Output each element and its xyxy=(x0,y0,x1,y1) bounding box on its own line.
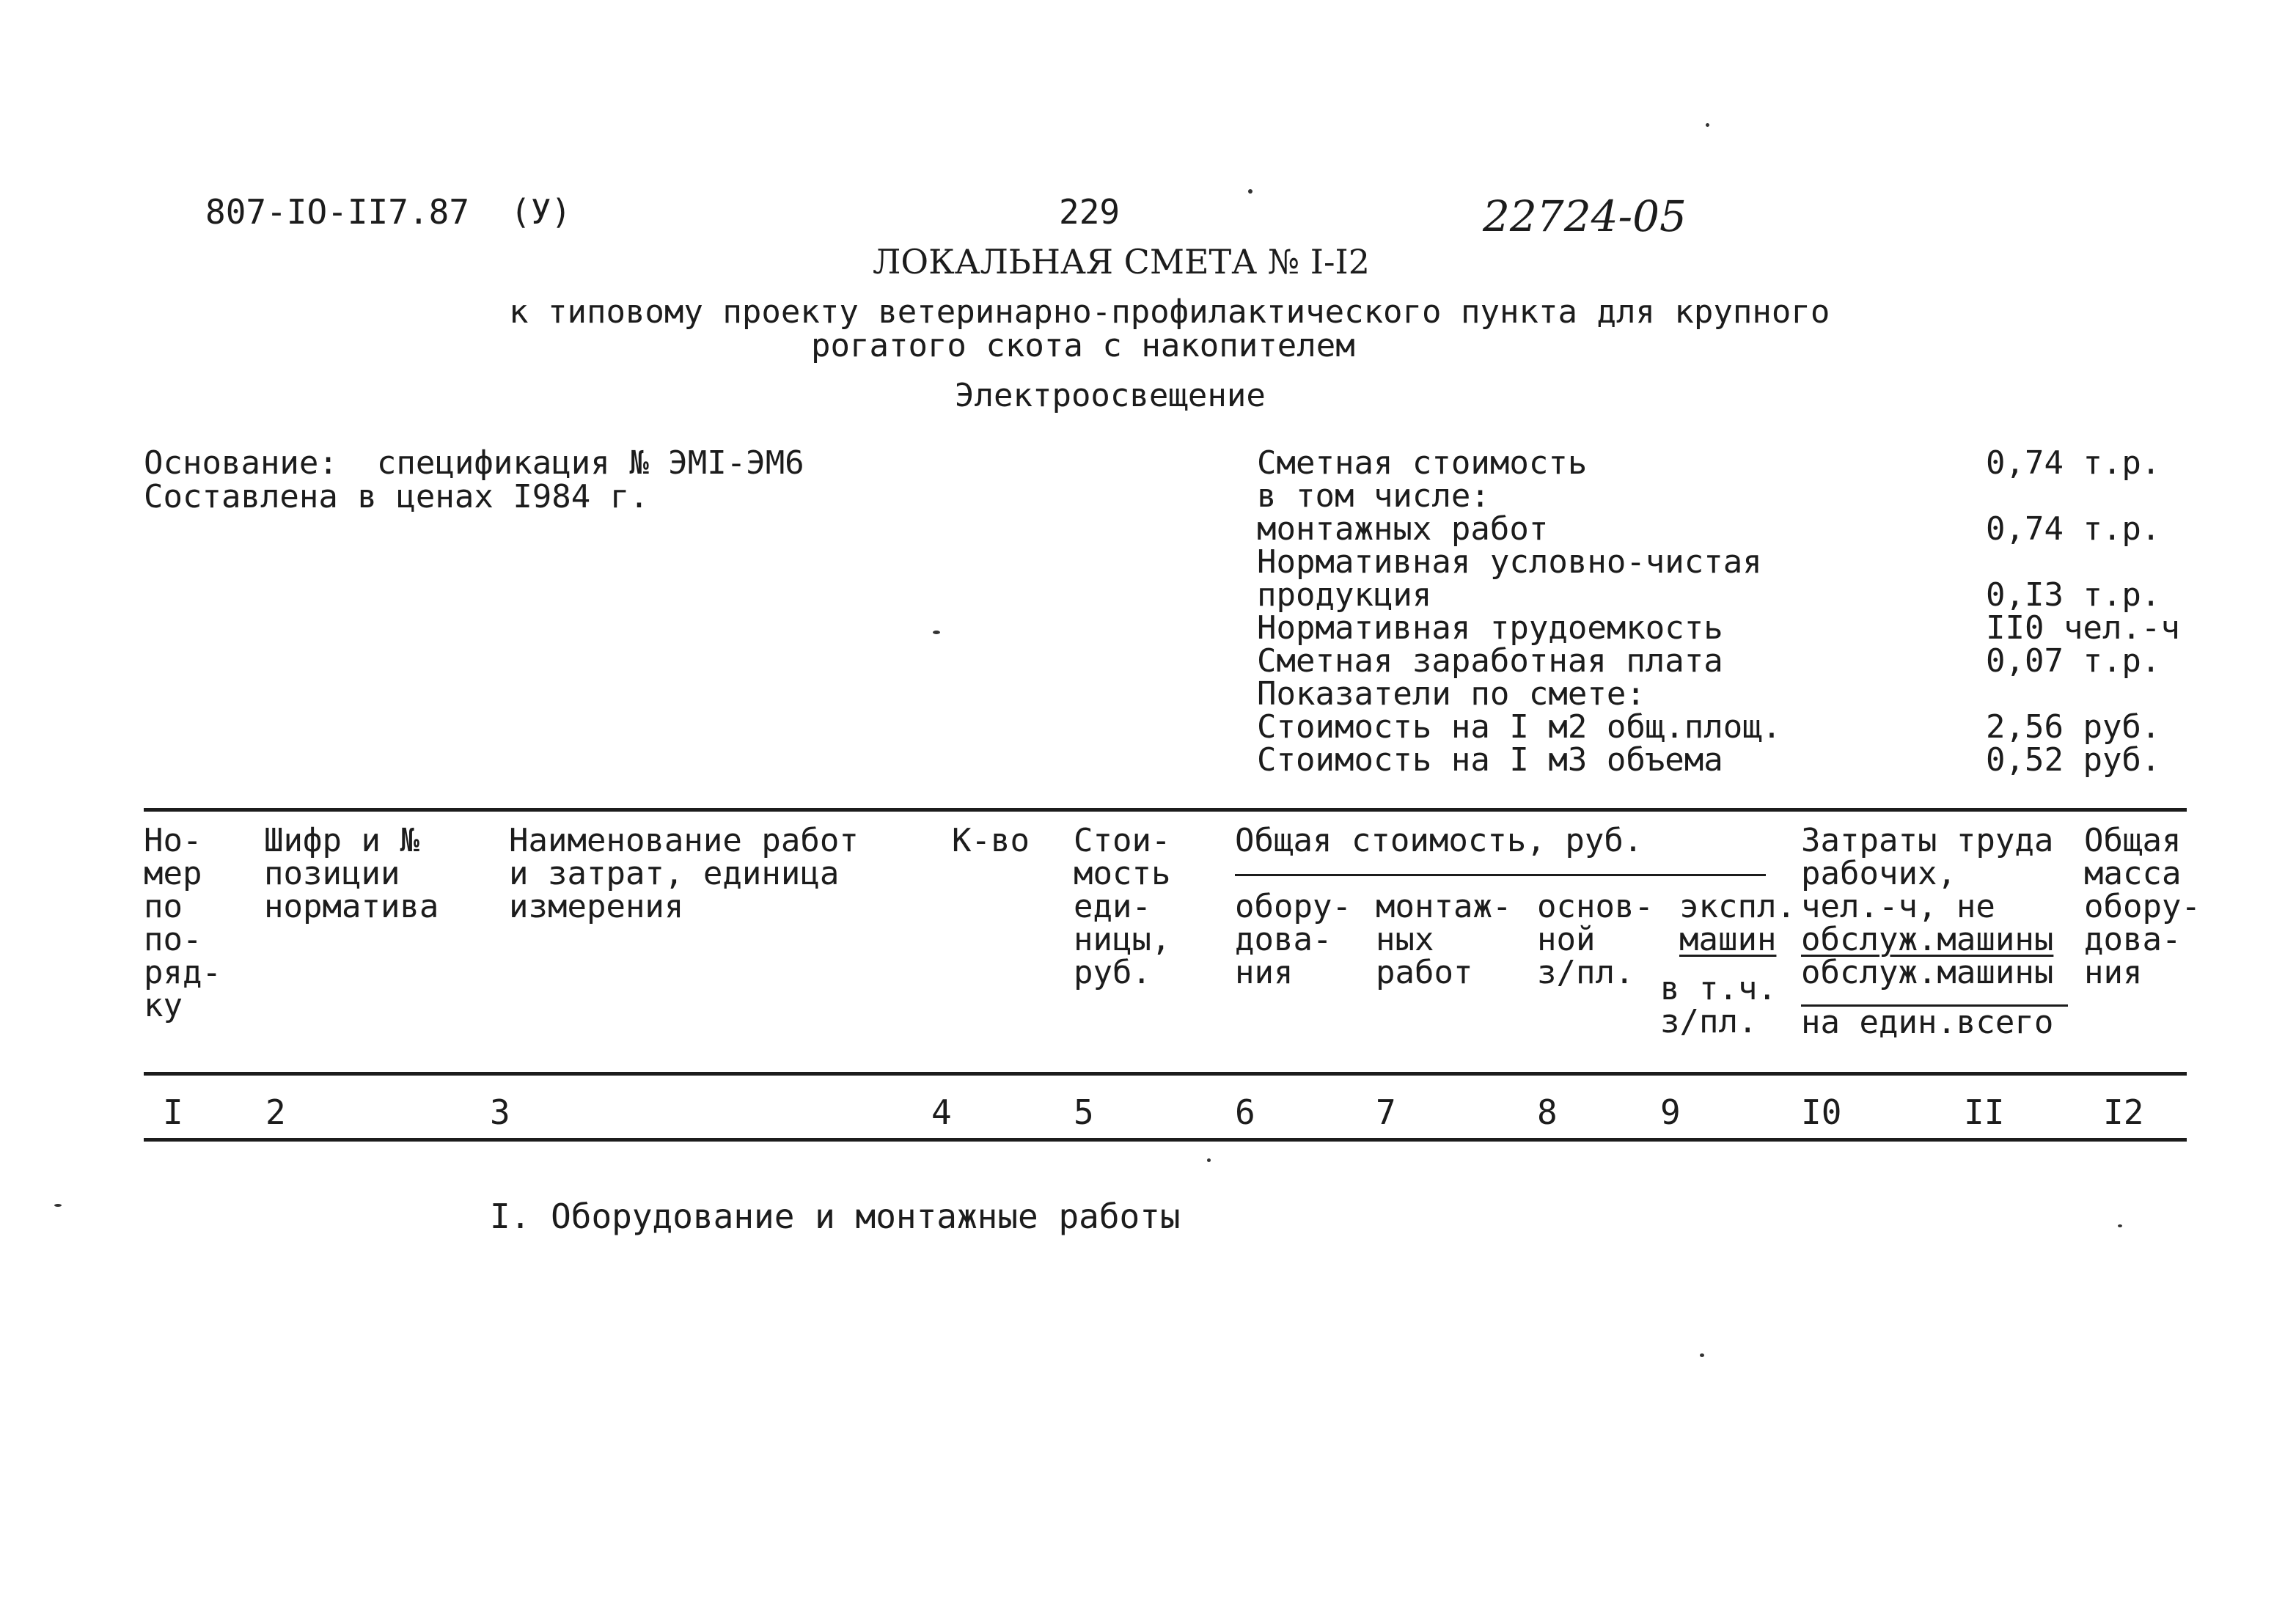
column-group-labor-line-2: рабочих, xyxy=(1801,855,1956,892)
column-header-unit-cost: Стои- мость еди- ницы, руб. xyxy=(1074,822,1171,991)
column-header-machine-operation: экспл. xyxy=(1679,888,1796,925)
document-title: ЛОКАЛЬНАЯ СМЕТА № I-I2 xyxy=(873,242,1370,282)
column-header-installation: монтаж- ных работ xyxy=(1376,888,1512,991)
summary-label: Показатели по смете: xyxy=(1257,675,1646,713)
summary-value: 0,52 руб. xyxy=(1986,741,2161,779)
scan-speck xyxy=(1248,189,1252,194)
column-number: 9 xyxy=(1660,1092,1681,1132)
column-header-incl-salary: в т.ч. з/пл. xyxy=(1660,970,1777,1040)
section-name: Электроосвещение xyxy=(955,377,1266,414)
column-header-machines: машин xyxy=(1679,921,1777,958)
summary-label: Сметная стоимость xyxy=(1257,444,1588,482)
summary-label: Нормативная трудоемкость xyxy=(1257,609,1723,647)
summary-value: 0,I3 т.р. xyxy=(1986,576,2161,614)
column-number: I0 xyxy=(1801,1092,1842,1132)
column-number: 4 xyxy=(931,1092,952,1132)
subtitle-line-1: к типовому проекту ветеринарно-профилактического пункта для крупного xyxy=(509,293,1830,331)
column-number: 6 xyxy=(1235,1092,1255,1132)
summary-label: продукция xyxy=(1257,576,1432,614)
summary-value: II0 чел.-ч xyxy=(1986,609,2180,647)
column-number: I2 xyxy=(2103,1092,2144,1132)
column-header-base-salary: основ- ной з/пл. xyxy=(1537,888,1654,991)
summary-value: 0,07 т.р. xyxy=(1986,642,2161,680)
column-number: 8 xyxy=(1537,1092,1558,1132)
scan-speck xyxy=(1706,123,1709,127)
column-number: 7 xyxy=(1376,1092,1396,1132)
column-header-equipment: обору- дова- ния xyxy=(1235,888,1351,991)
column-number: I xyxy=(163,1092,183,1132)
column-number: II xyxy=(1964,1092,2005,1132)
column-number: 3 xyxy=(490,1092,510,1132)
scan-speck xyxy=(2118,1224,2122,1227)
summary-label: монтажных работ xyxy=(1257,510,1549,548)
section-heading: I. Оборудование и монтажные работы xyxy=(490,1197,1181,1236)
scan-speck xyxy=(1207,1158,1211,1162)
basis-price-year: Составлена в ценах I984 г. xyxy=(144,478,649,515)
column-header-labor-serving: обслуж.машины xyxy=(1801,954,2054,991)
basis-specification: Основание: спецификация № ЭМI-ЭМ6 xyxy=(144,444,804,482)
total-cost-group-rule xyxy=(1235,874,1766,876)
column-header-code: Шифр и № позиции норматива xyxy=(264,822,439,925)
summary-label: Нормативная условно-чистая xyxy=(1257,543,1762,581)
summary-label: Сметная заработная плата xyxy=(1257,642,1723,680)
column-header-quantity: К-во xyxy=(952,822,1030,859)
column-number: 5 xyxy=(1074,1092,1094,1132)
summary-value: 2,56 руб. xyxy=(1986,708,2161,746)
column-group-total-cost: Общая стоимость, руб. xyxy=(1235,822,1643,859)
scan-speck xyxy=(933,631,940,634)
scan-speck xyxy=(1700,1353,1704,1357)
column-number: 2 xyxy=(265,1092,286,1132)
summary-value: 0,74 т.р. xyxy=(1986,510,2161,548)
column-header-work-name: Наименование работ и затрат, единица измерения xyxy=(509,822,859,925)
column-header-labor-hours: чел.-ч, не xyxy=(1801,888,1995,925)
document-code: 807-IO-II7.87 xyxy=(205,192,470,232)
column-header-row-number: Но- мер по по- ряд- ку xyxy=(144,822,221,1024)
document-variant: (У) xyxy=(510,192,572,232)
column-numbers-bottom-rule xyxy=(144,1138,2187,1142)
page-number: 229 xyxy=(1059,192,1121,232)
summary-value: 0,74 т.р. xyxy=(1986,444,2161,482)
summary-label: в том числе: xyxy=(1257,477,1490,515)
subtitle-line-2: рогатого скота с накопителем xyxy=(811,327,1355,364)
column-header-labor-not-serving: обслуж.машины xyxy=(1801,921,2054,958)
column-header-total-mass: Общая масса обору- дова- ния xyxy=(2084,822,2201,991)
table-header-bottom-rule xyxy=(144,1072,2187,1076)
stamp-number: 22724-05 xyxy=(1483,191,1687,241)
column-group-labor-line-1: Затраты труда xyxy=(1801,822,2054,859)
summary-label: Стоимость на I м2 общ.площ. xyxy=(1257,708,1782,746)
table-top-rule xyxy=(144,808,2187,812)
scan-speck xyxy=(54,1204,62,1207)
summary-label: Стоимость на I м3 объема xyxy=(1257,741,1723,779)
column-header-labor-per-unit-total: на един.всего xyxy=(1801,1004,2054,1041)
